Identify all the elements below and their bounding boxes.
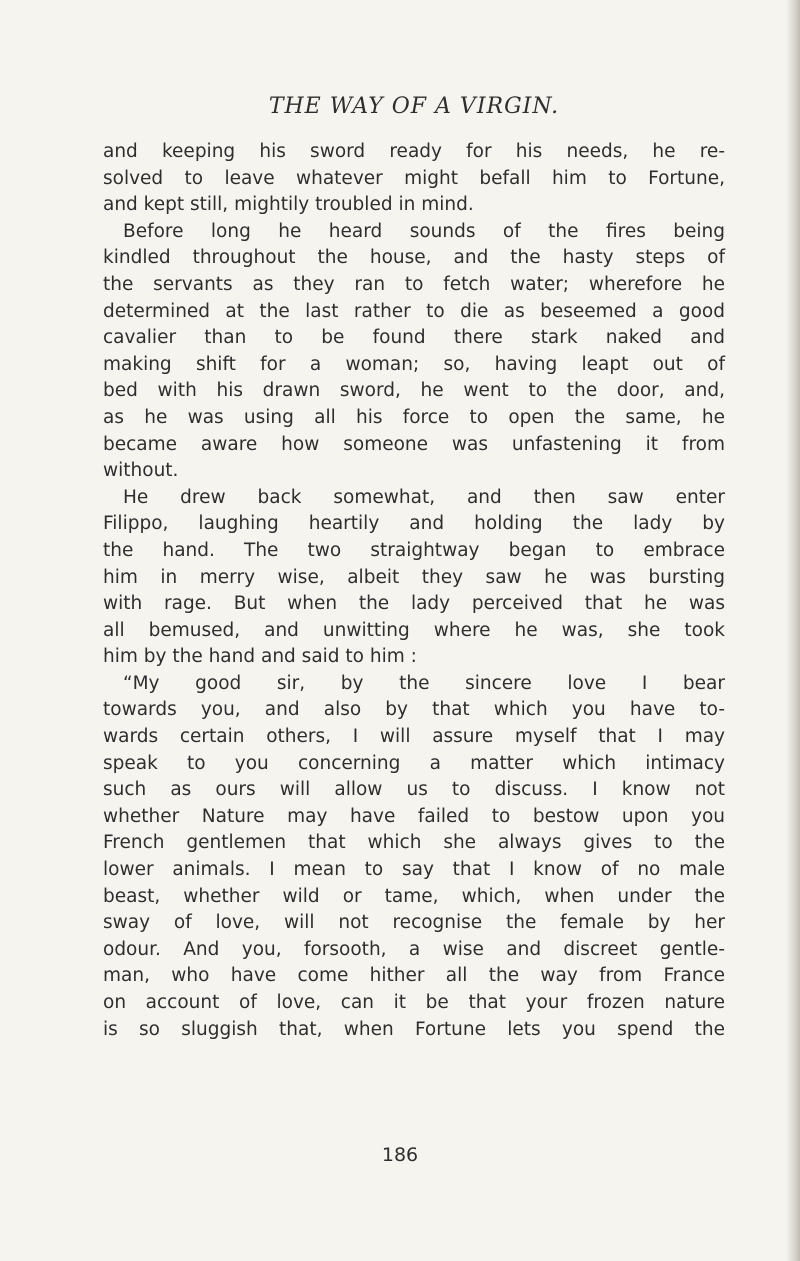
text-line: as he was using all his force to open the same, he <box>103 406 725 428</box>
text-line: solved to leave whatever might befall him to Fortune, <box>103 167 725 189</box>
text-line: He drew back somewhat, and then saw enter <box>123 486 725 508</box>
text-line: became aware how someone was unfastening it from <box>103 433 725 455</box>
text-line: with rage. But when the lady perceived that he was <box>103 593 725 615</box>
text-line: all bemused, and unwitting where he was, she took <box>103 619 725 641</box>
page-edge-shadow <box>786 0 800 1261</box>
text-line: speak to you concerning a matter which intimacy <box>103 752 725 774</box>
text-line: Before long he heard sounds of the fires being <box>123 220 725 242</box>
text-line: him in merry wise, albeit they saw he was bursting <box>103 566 725 588</box>
text-line: “My good sir, by the sincere love I bear <box>123 672 725 694</box>
paragraph <box>103 139 725 219</box>
text-line: the servants as they ran to fetch water; wherefore he <box>103 273 725 295</box>
text-line: cavalier than to be found there stark naked and <box>103 327 725 349</box>
body-text <box>103 139 725 1043</box>
text-line: French gentlemen that which she always gives to the <box>103 832 725 854</box>
text-line: and kept still, mightily troubled in mind. <box>103 194 474 216</box>
paragraph <box>103 671 725 1043</box>
text-line: without. <box>103 460 179 482</box>
text-line: Filippo, laughing heartily and holding the lady by <box>103 513 725 535</box>
text-line: sway of love, will not recognise the female by her <box>103 912 725 934</box>
running-head: THE WAY OF A VIRGIN. <box>268 94 560 119</box>
text-line: kindled throughout the house, and the hasty steps of <box>103 247 725 269</box>
text-line: towards you, and also by that which you have to- <box>103 699 725 721</box>
text-line: the hand. The two straightway began to embrace <box>103 539 725 561</box>
text-line: making shift for a woman; so, having leapt out of <box>103 353 725 375</box>
text-line: is so sluggish that, when Fortune lets you spend the <box>103 1018 725 1040</box>
paragraph <box>103 219 725 485</box>
page-number: 186 <box>381 1144 419 1166</box>
text-line: determined at the last rather to die as beseemed a good <box>103 300 725 322</box>
text-line: him by the hand and said to him : <box>103 646 417 668</box>
text-line: whether Nature may have failed to bestow upon you <box>103 805 725 827</box>
text-line: such as ours will allow us to discuss. I know not <box>103 779 725 801</box>
text-line: man, who have come hither all the way from France <box>103 965 725 987</box>
text-line: beast, whether wild or tame, which, when under the <box>103 885 725 907</box>
paragraph <box>103 485 725 671</box>
book-page <box>103 93 725 1043</box>
text-line: bed with his drawn sword, he went to the door, and, <box>103 380 725 402</box>
text-line: and keeping his sword ready for his needs, he re- <box>103 141 725 162</box>
text-line: odour. And you, forsooth, a wise and discreet gentle- <box>103 938 725 960</box>
text-line: wards certain others, I will assure myself that I may <box>103 726 725 748</box>
text-line: on account of love, can it be that your frozen nature <box>103 992 725 1013</box>
text-line: lower animals. I mean to say that I know of no male <box>103 859 725 881</box>
